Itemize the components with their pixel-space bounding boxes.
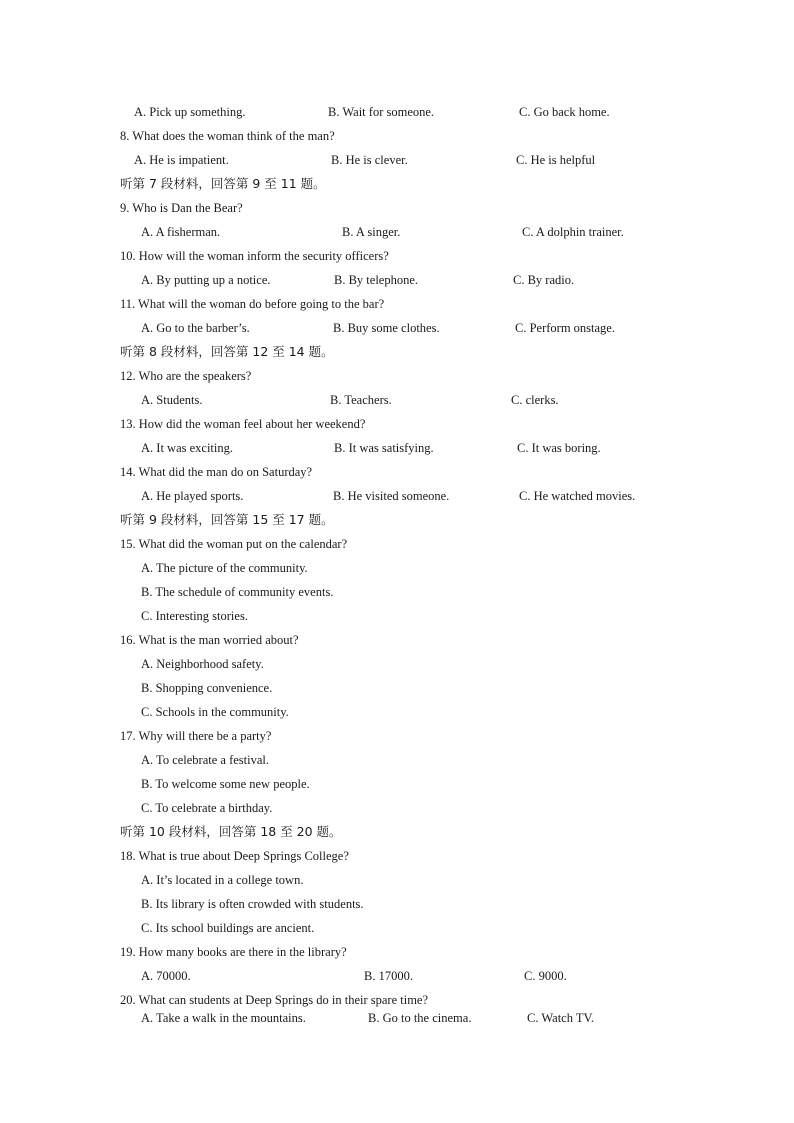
options-line [0, 1008, 794, 1028]
question-text: 9. Who is Dan the Bear? [120, 201, 243, 215]
option-c: C. Go back home. [519, 105, 610, 119]
option-text: A. It’s located in a college town. [141, 873, 304, 887]
option-text: C. Its school buildings are ancient. [141, 921, 315, 935]
question-text: 10. How will the woman inform the security officers? [120, 249, 389, 263]
question-text: 16. What is the man worried about? [120, 633, 299, 647]
option-text: A. To celebrate a festival. [141, 753, 270, 767]
option-c: C. 9000. [524, 969, 567, 983]
options-line [0, 438, 794, 458]
option-text: C. To celebrate a birthday. [141, 801, 273, 815]
question-text: 18. What is true about Deep Springs College? [120, 849, 349, 863]
section-text: 听第 10 段材料，回答第 18 至 20 题。 [120, 824, 342, 839]
options-line [0, 606, 794, 626]
options-line [0, 678, 794, 698]
question-line [0, 462, 794, 482]
question-line [0, 846, 794, 866]
option-a: A. He is impatient. [134, 153, 229, 167]
option-c: C. It was boring. [517, 441, 601, 455]
option-b: B. Wait for someone. [328, 105, 435, 119]
option-text: C. Interesting stories. [141, 609, 248, 623]
question-text: 12. Who are the speakers? [120, 369, 252, 383]
question-line [0, 246, 794, 266]
option-c: C. clerks. [511, 393, 559, 407]
option-c: C. Watch TV. [527, 1011, 595, 1025]
options-line [0, 222, 794, 242]
options-line [0, 894, 794, 914]
options-line [0, 486, 794, 506]
option-a: A. Students. [141, 393, 203, 407]
options-line [0, 702, 794, 722]
question-text: 14. What did the man do on Saturday? [120, 465, 313, 479]
section-heading [0, 342, 794, 362]
question-line [0, 294, 794, 314]
question-line [0, 126, 794, 146]
options-line [0, 270, 794, 290]
section-heading [0, 510, 794, 530]
options-line [0, 150, 794, 170]
option-b: B. Buy some clothes. [333, 321, 440, 335]
option-text: B. Its library is often crowded with students. [141, 897, 364, 911]
option-text: B. Shopping convenience. [141, 681, 273, 695]
question-text: 8. What does the woman think of the man? [120, 129, 335, 143]
options-line [0, 774, 794, 794]
question-text: 19. How many books are there in the library? [120, 945, 347, 959]
question-line [0, 942, 794, 962]
question-line [0, 414, 794, 434]
options-line [0, 654, 794, 674]
option-a: A. Pick up something. [134, 105, 246, 119]
option-c: C. He is helpful [516, 153, 596, 167]
section-text: 听第 7 段材料，回答第 9 至 11 题。 [120, 176, 326, 191]
option-c: C. By radio. [513, 273, 575, 287]
options-line [0, 390, 794, 410]
question-line [0, 198, 794, 218]
option-b: B. He is clever. [331, 153, 408, 167]
section-text: 听第 8 段材料，回答第 12 至 14 题。 [120, 344, 334, 359]
option-text: C. Schools in the community. [141, 705, 289, 719]
question-line [0, 726, 794, 746]
options-line [0, 582, 794, 602]
option-a: A. Take a walk in the mountains. [141, 1011, 306, 1025]
question-line [0, 630, 794, 650]
option-a: A. It was exciting. [141, 441, 233, 455]
option-c: C. A dolphin trainer. [522, 225, 624, 239]
option-b: B. By telephone. [334, 273, 419, 287]
option-text: A. The picture of the community. [141, 561, 308, 575]
question-text: 15. What did the woman put on the calendar? [120, 537, 348, 551]
section-text: 听第 9 段材料，回答第 15 至 17 题。 [120, 512, 334, 527]
option-text: A. Neighborhood safety. [141, 657, 264, 671]
option-b: B. 17000. [364, 969, 413, 983]
question-text: 13. How did the woman feel about her weekend? [120, 417, 366, 431]
options-line [0, 966, 794, 986]
option-text: B. To welcome some new people. [141, 777, 310, 791]
question-line [0, 366, 794, 386]
question-text: 11. What will the woman do before going to the bar? [120, 297, 385, 311]
option-b: B. Go to the cinema. [368, 1011, 472, 1025]
option-a: A. Go to the barber’s. [141, 321, 250, 335]
option-a: A. A fisherman. [141, 225, 221, 239]
options-line [0, 102, 794, 122]
option-text: B. The schedule of community events. [141, 585, 334, 599]
option-b: B. A singer. [342, 225, 401, 239]
section-heading [0, 822, 794, 842]
question-line [0, 990, 794, 1010]
option-b: B. It was satisfying. [334, 441, 434, 455]
options-line [0, 750, 794, 770]
option-b: B. He visited someone. [333, 489, 450, 503]
options-line [0, 870, 794, 890]
option-c: C. Perform onstage. [515, 321, 615, 335]
option-a: A. He played sports. [141, 489, 244, 503]
option-c: C. He watched movies. [519, 489, 636, 503]
option-b: B. Teachers. [330, 393, 392, 407]
option-a: A. By putting up a notice. [141, 273, 271, 287]
section-heading [0, 174, 794, 194]
options-line [0, 918, 794, 938]
option-a: A. 70000. [141, 969, 191, 983]
options-line [0, 798, 794, 818]
options-line [0, 558, 794, 578]
options-line [0, 318, 794, 338]
question-text: 20. What can students at Deep Springs do in their spare time? [120, 993, 429, 1007]
question-text: 17. Why will there be a party? [120, 729, 272, 743]
question-line [0, 534, 794, 554]
